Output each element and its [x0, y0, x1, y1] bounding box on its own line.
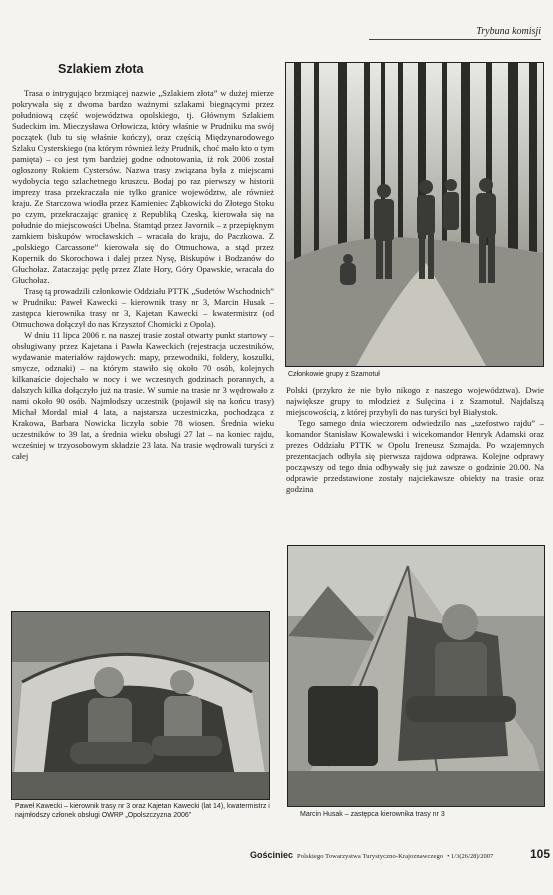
paragraph: Trasa o intrygująco brzmiącej nazwie „Szlakiem złota” w dużej mierze pokrywała się z dwoma bardzo ważnymi szlakami biegnącymi przez południową część województwa opolskiego, tj. Głównym Szlakiem Sudeckim im. Mieczysława Orłowicza, który właśnie w Prudniku ma swój początek (lub tu się właśnie kończy), oraz częścią Międzynarodowego Szlaku Cysterskiego (na którym również leży Prudnik, choć mało kto o tym pamięta) – co jest tym bardziej godne odnotowania, iż rok 2006 został ogłoszony Rokiem Cystersów. Nazwa trasy związana była z miejscami wydobycia tego szlachetnego kruszcu. Bodaj po raz pierwszy w historii imprezy trasa przekraczała nie tylko granice województw, ale również kraju. Ze Starczowa wiodła przez Kamieniec Ząbkowicki do Złotego Stoku po czym, przekraczając granicę z Republiką Czeską, kierowała się na południe do miejscowości Ubelna. Stamtąd przez Javornik – z przepięknym zamkiem biskupów wrocławskich – wracała do kraju, do Paczkowa. Z „polskiego Carcassone” kierowała się do Otmuchowa, a stąd przez Kopernik do Skorochowa i dalej przez Nysę, Biskupów i Bodzanów do Głuchołaz. Zataczając pętlę przez Zlate Hory, Góry Opawskie, wracała do Głuchołaz. — [12, 88, 274, 285]
section-header: Trybuna komisji — [369, 26, 541, 40]
paragraph: W dniu 11 lipca 2006 r. na naszej trasie został otwarty punkt startowy – obsługiwany przez Kajetana i Pawła Kaweckich (rejestracja uczestników, wydawanie materiałów rajdowych: mapy, przewodniki, foldery, koszulki, smycze, odznaki) – na którym stawiło się około 70 osób, kolejnych kilkanaście dojechało w nocy i we wczesnych godzinach porannych, a dalszych kilka dołączyło już na trasie. W sumie na trasie nr 3 wędrowało z nami około 90 osób. Najmłodszy uczestnik (pojawił się na końcu trasy) Michał Mordal miał 4 lata, a najstarsza uczestniczka, pochodząca z Krakowa, Barbara Nowicka liczyła sobie 78 wiosen. Średnia wieku uczestników to 39 lat, a średnia wieku obsługi 27 lat – na koniec rajdu, wcześniej w trzyosobowym składzie 23 lata. Na trasie wędrowali turyści z całej — [12, 330, 274, 461]
article-left-column — [12, 88, 274, 618]
issue-number: • 1/3(26/28)/2007 — [447, 853, 494, 860]
page-footer — [250, 847, 550, 861]
paragraph: Tego samego dnia wieczorem odwiedzilo nas „szefostwo rajdu” – komandor Stanisław Kowalewski i wicekomandor Henryk Adamski oraz prezes Oddziału PTTK w Opolu Ireneusz Szmajda. Po wzajemnych prezentacjach odbyła się pierwsza rajdowa odprawa. Kolejne odprawy począwszy od tego dnia odbywały się już zawsze o godzinie 20.00. Na odprawie przedstawione zostały najciekawsze obiekty na trasie oraz godzina — [286, 418, 544, 494]
publisher-name: Polskiego Towarzystwa Turystyczno-Krajoznawczego — [297, 853, 444, 860]
paragraph: Trasę tą prowadzili członkowie Oddziału PTTK „Sudetów Wschodnich” w Prudniku: Paweł Kawecki – kierownik trasy nr 3, Marcin Husak – zastępca kierownika trasy nr 3, Kajetan Kawecki – kwatermistrz (od Otmuchowa dołączył do nas Krzysztof Chomicki z Opola). — [12, 286, 274, 329]
magazine-brand: Gościniec — [250, 850, 294, 860]
forest-photo-caption: Członkowie grupy z Szamotuł — [288, 371, 380, 378]
tent-husak-photo — [287, 545, 545, 807]
tent-right-caption: Marcin Husak – zastępca kierownika trasy nr 3 — [300, 811, 445, 818]
article-title: Szlakiem złota — [58, 62, 144, 76]
tent-kawecki-photo — [11, 611, 270, 800]
tent-husak-image — [288, 546, 544, 806]
page-number: 105 — [529, 847, 550, 861]
tent-left-caption: Paweł Kawecki – kierownik trasy nr 3 oraz Kajetan Kawecki (lat 14), kwatermistrz i najmłodszy członek obsługi OWRP „Opolszczyzna 2006” — [15, 803, 270, 819]
forest-hikers-photo — [285, 62, 544, 367]
tent-kawecki-image — [12, 612, 269, 799]
forest-hikers-image — [286, 63, 543, 366]
paragraph: Polski (przykro że nie było nikogo z naszego województwa). Dwie największe grupy to młodzież z Sulęcina i z Szamotuł. Najdalszą miejscowością, z której przybyli do nas turyści był Białystok. — [286, 385, 544, 417]
article-right-column — [286, 385, 544, 537]
